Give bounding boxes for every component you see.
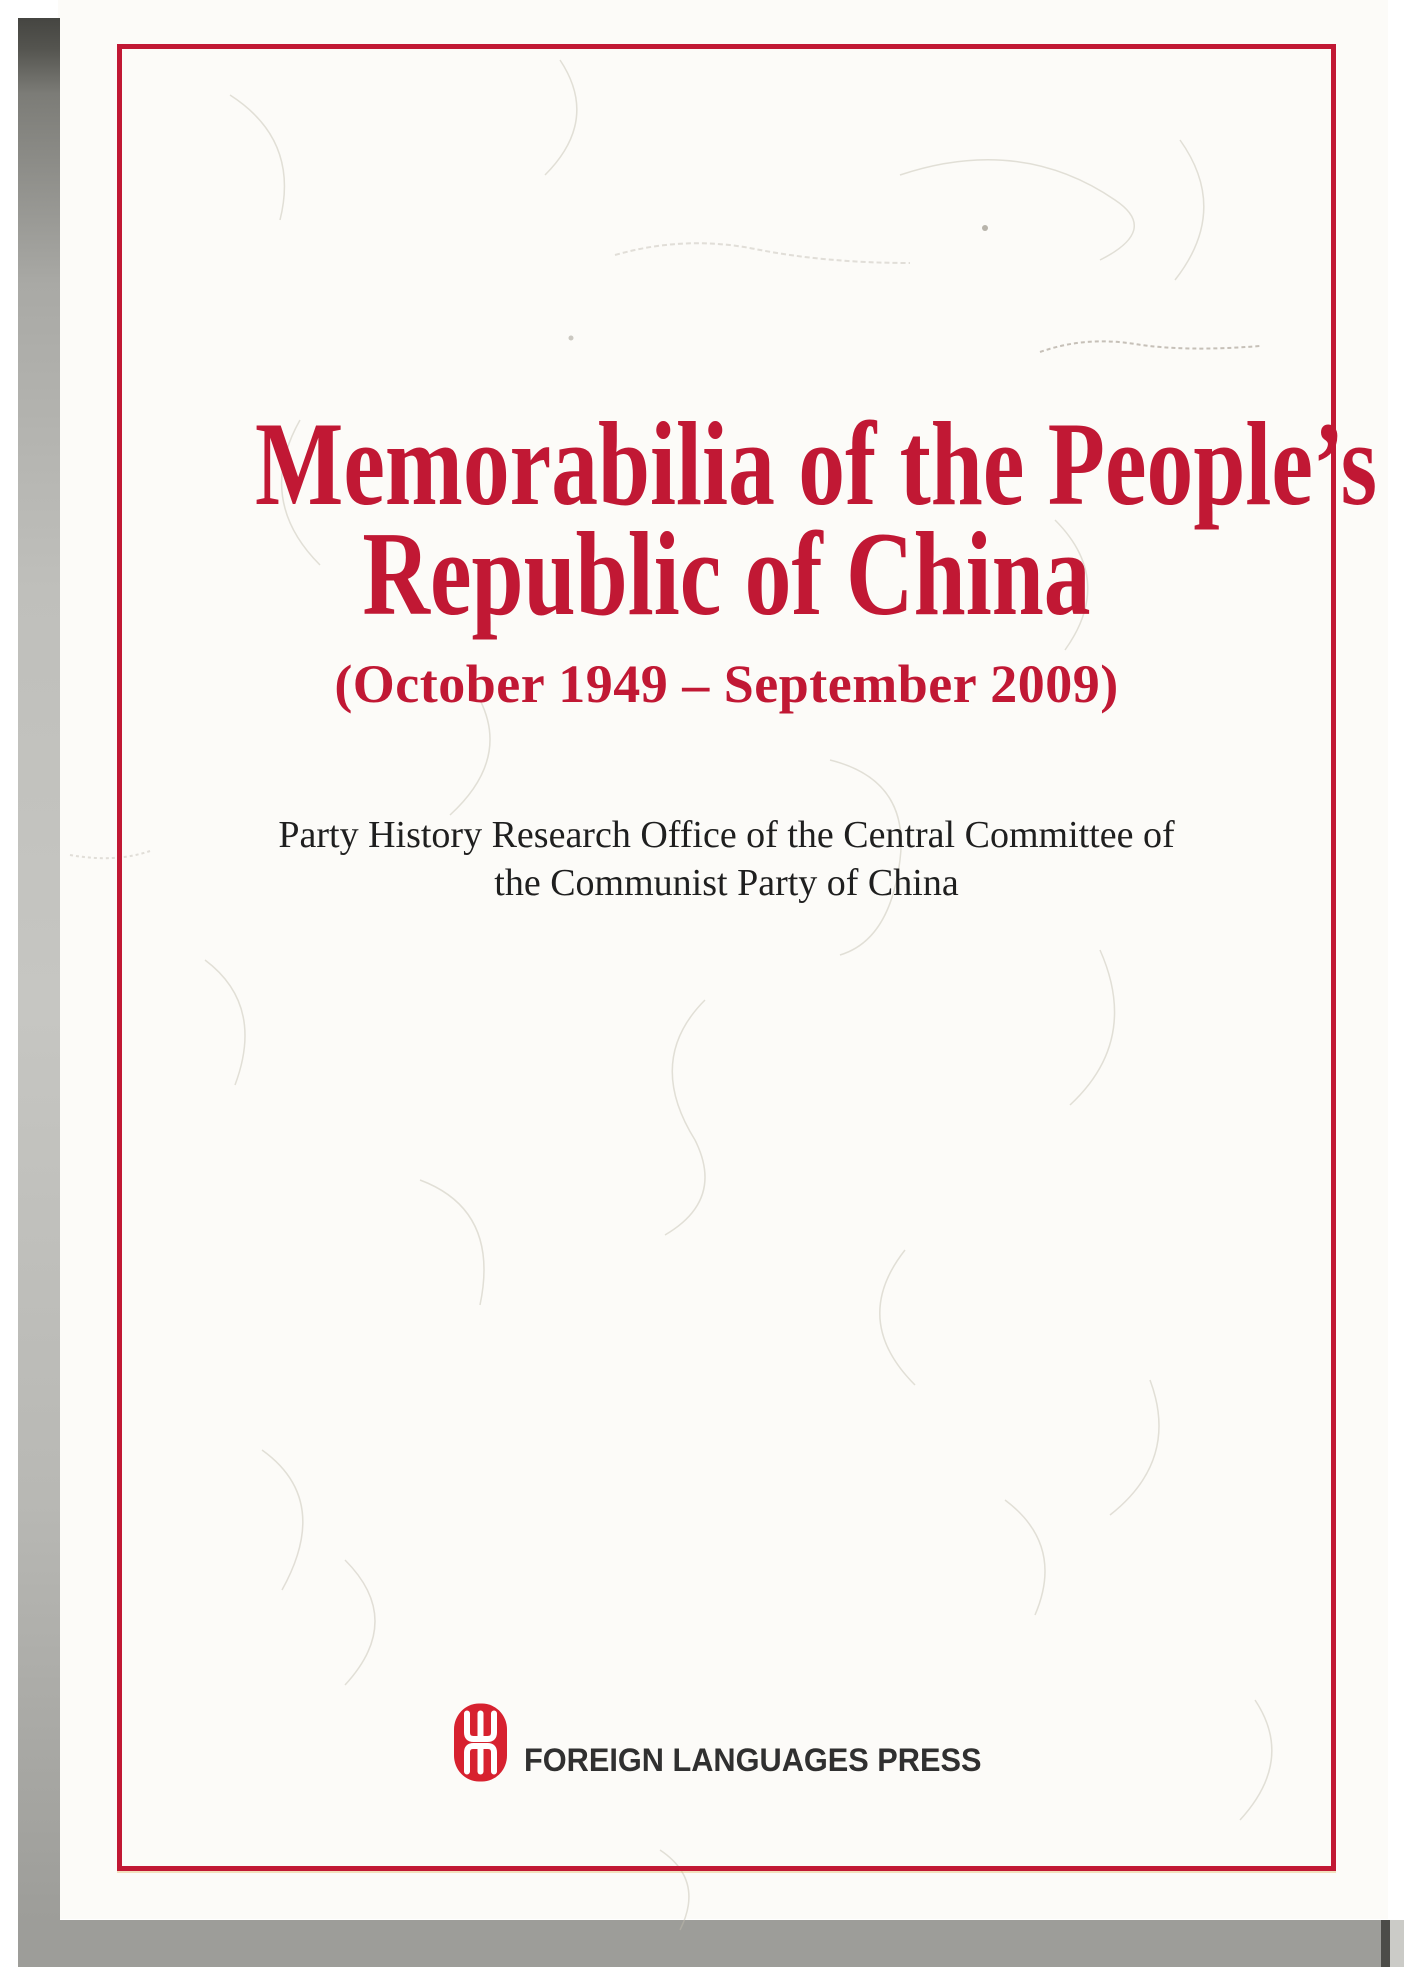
book-title-line1: Memorabilia of the People’s	[254, 397, 1378, 530]
book-author	[122, 811, 1331, 907]
publisher-block	[122, 1701, 1331, 1783]
book-author-line1: Party History Research Office of the Central Committee of	[278, 814, 1175, 856]
book-title	[254, 397, 1378, 640]
publisher-name: FOREIGN LANGUAGES PRESS	[523, 1742, 982, 1778]
scan-edge-bottom	[18, 1920, 1386, 1967]
book-title-line2: Republic of China	[362, 507, 1091, 640]
foreign-languages-press-logo-icon	[453, 1702, 508, 1783]
book-subtitle-date-range: (October 1949 – September 2009)	[334, 654, 1119, 714]
scan-edge-left	[18, 18, 60, 1920]
book-author-line2: the Communist Party of China	[494, 862, 959, 904]
scan-edge-bottom-corner	[1390, 1920, 1404, 1967]
scan-edge-bottom-shadow	[1381, 1920, 1390, 1967]
cover-red-border	[117, 44, 1378, 1871]
